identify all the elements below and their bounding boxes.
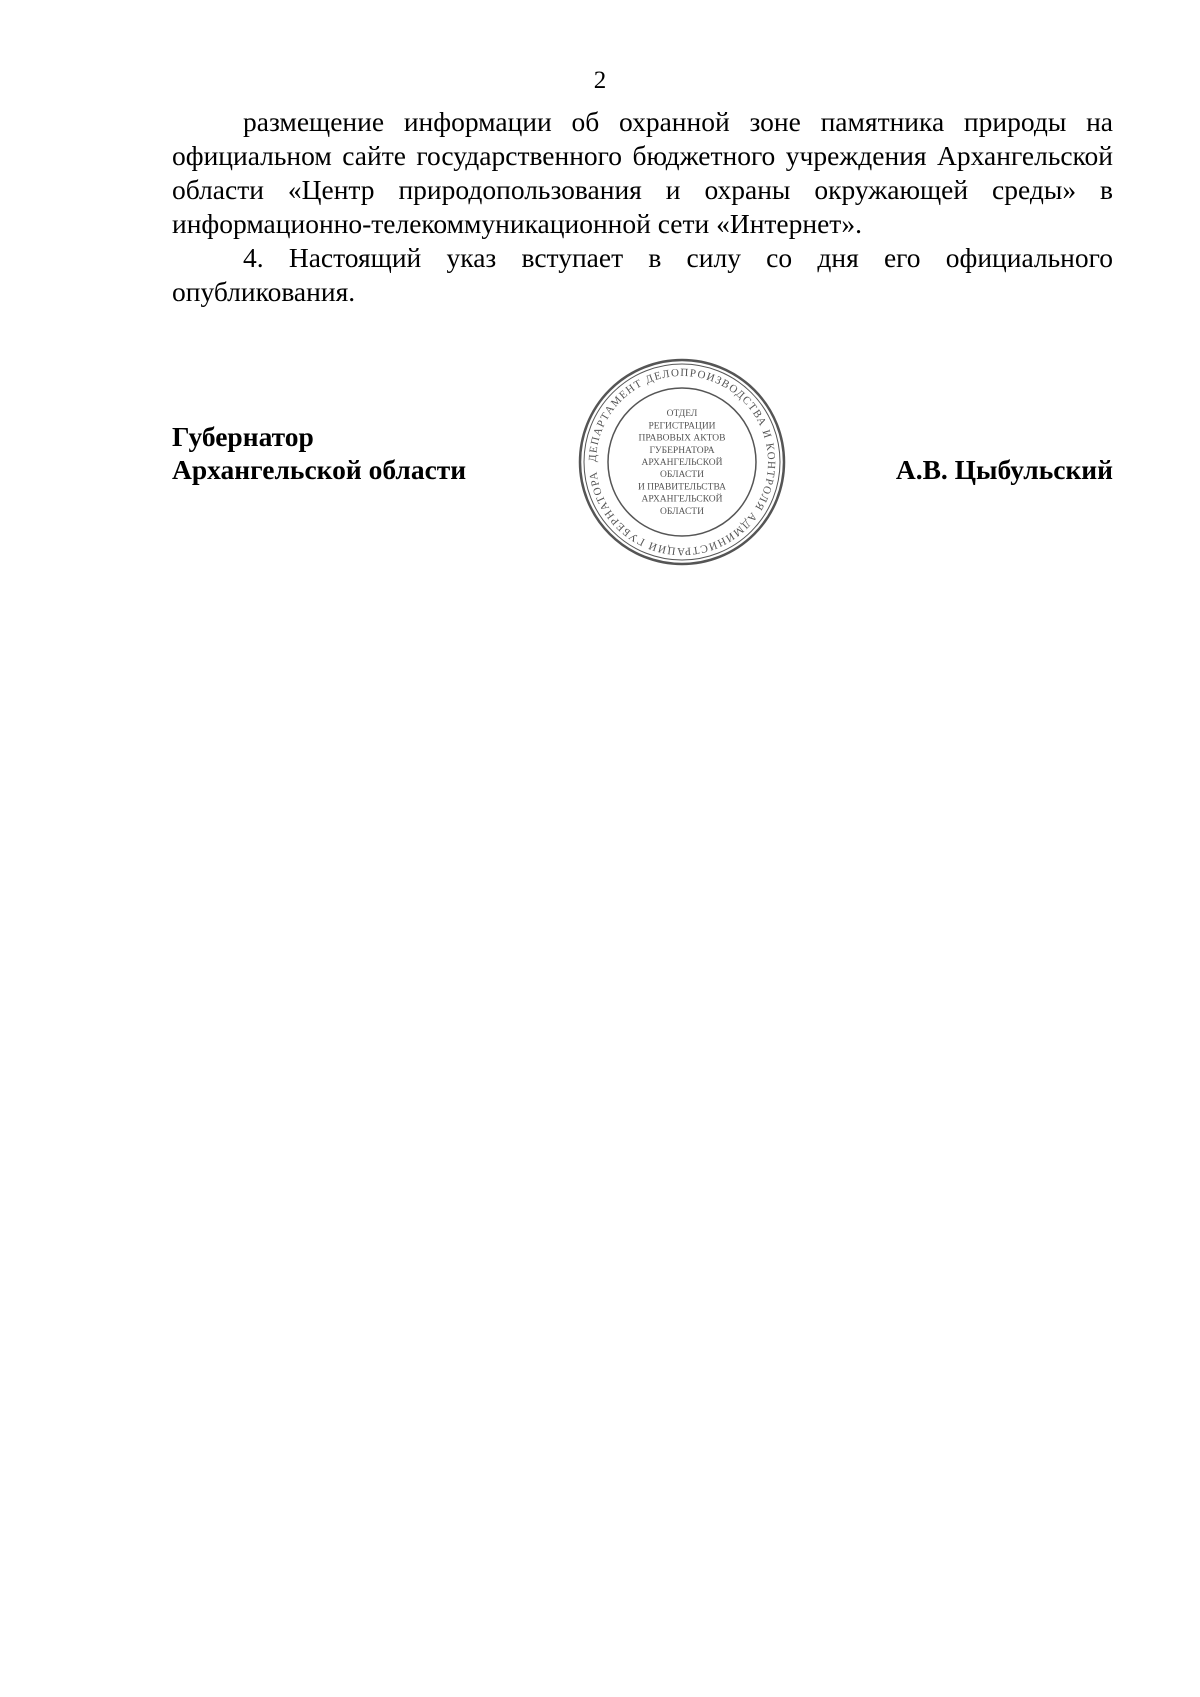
document-body [172, 105, 1113, 309]
paragraph-publication: размещение информации об охранной зоне памятника природы на официальном сайте государственного бюджетного учреждения Архангельской области «Центр природопользования и охраны окружающей среды» в информационно-телекоммуникационной сети «Интернет». [172, 106, 1113, 239]
signatory-name: А.В. Цыбульский [895, 454, 1113, 485]
signatory-region: Архангельской области [172, 454, 467, 485]
seal-center-line: И ПРАВИТЕЛЬСТВА [637, 482, 727, 493]
seal-ring-text: ДЕПАРТАМЕНТ ДЕЛОПРОИЗВОДСТВА И КОНТРОЛЯ АДМИНИСТРАЦИИ ГУБЕРНАТОРА [586, 366, 778, 558]
seal-center-line: АРХАНГЕЛЬСКОЙ [641, 494, 723, 505]
seal-center-line: ГУБЕРНАТОРА [649, 445, 715, 456]
signatory-title: Губернатор [172, 421, 314, 452]
seal-center-line: ОТДЕЛ [666, 409, 698, 420]
official-seal-icon [576, 356, 788, 568]
page-number: 2 [593, 67, 607, 94]
seal-center-line: ОБЛАСТИ [660, 470, 704, 481]
seal-center-line: ПРАВОВЫХ АКТОВ [638, 433, 726, 444]
seal-center-text [638, 409, 726, 517]
paragraph-item-4: 4. Настоящий указ вступает в силу со дня его официального опубликования. [172, 242, 1113, 307]
seal-center-line: АРХАНГЕЛЬСКОЙ [641, 458, 723, 468]
seal-center-line: ОБЛАСТИ [660, 506, 704, 517]
signatory-position [172, 420, 466, 486]
seal-center-line: РЕГИСТРАЦИИ [648, 421, 716, 432]
